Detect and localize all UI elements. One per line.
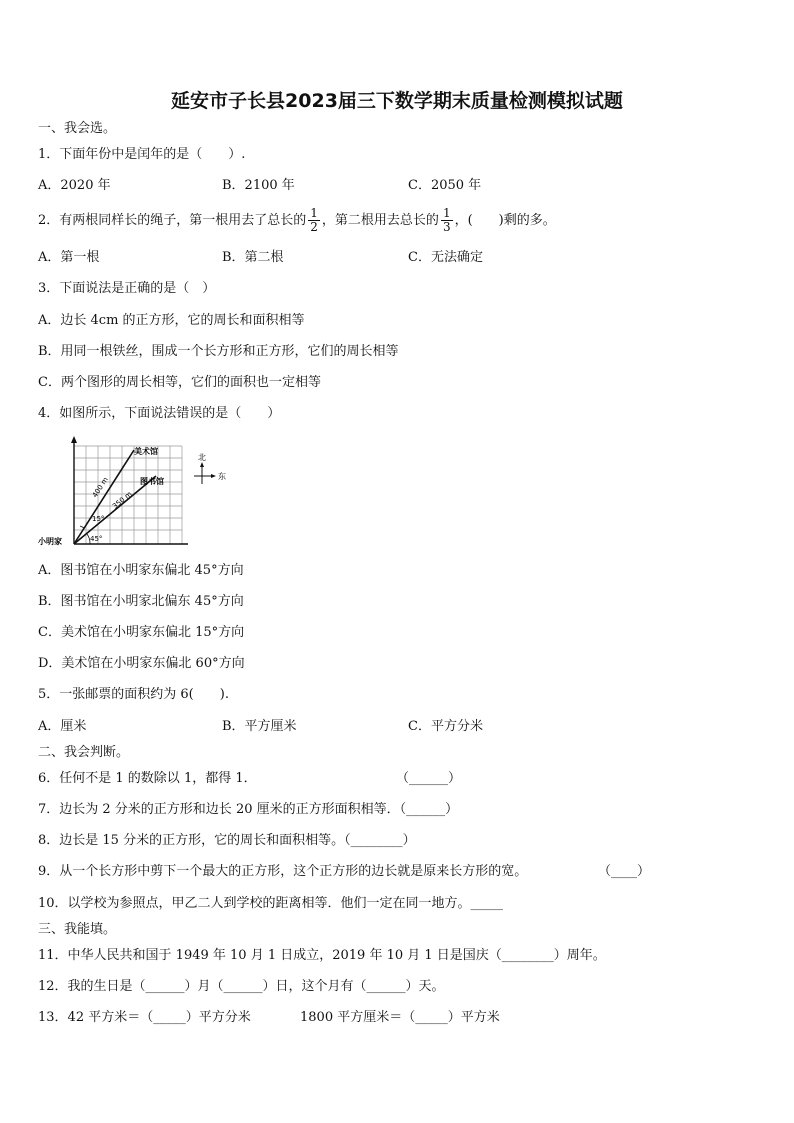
q6-answer-blank[interactable]: （______） <box>396 771 462 786</box>
label-400m: 400 m <box>90 475 110 500</box>
question-6: 6．任何不是 1 的数除以 1，都得 1． <box>38 771 257 786</box>
fraction-one-half: $\frac{1}{2}$ <box>310 206 318 234</box>
q5-option-a[interactable]: A．厘米 <box>38 719 87 734</box>
angle-arc-15 <box>80 526 84 528</box>
q1-option-c[interactable]: C．2050 年 <box>408 178 482 193</box>
axis-arrow-north <box>71 436 77 443</box>
question-9: 9．从一个长方形中剪下一个最大的正方形，这个正方形的边长就是原来长方形的宽。 <box>38 864 528 879</box>
q4-option-a[interactable]: A．图书馆在小明家东偏北 45°方向 <box>38 563 244 578</box>
q2-text-mid: ，第二根用去总长的 <box>321 213 439 228</box>
q9-answer-blank[interactable]: （____） <box>598 864 651 879</box>
section-heading-judge: 二、我会判断。 <box>38 745 130 760</box>
section-heading-fill: 三、我能填。 <box>38 922 117 937</box>
q5-option-c[interactable]: C．平方分米 <box>408 719 483 734</box>
q1-option-b[interactable]: B．2100 年 <box>222 178 295 193</box>
q5-option-b[interactable]: B．平方厘米 <box>222 719 297 734</box>
question-8: 8．边长是 15 分米的正方形，它的周长和面积相等。（________） <box>38 833 416 848</box>
q3-option-b[interactable]: B．用同一根铁丝，围成一个长方形和正方形，它们的周长相等 <box>38 344 399 359</box>
fraction-one-third: $\frac{1}{3}$ <box>442 206 451 234</box>
question-12: 12．我的生日是（______）月（______）日，这个月有（______）天。 <box>38 979 445 994</box>
q4-option-d[interactable]: D．美术馆在小明家东偏北 60°方向 <box>38 656 245 671</box>
direction-map-figure <box>38 436 238 556</box>
question-1: 1．下面年份中是闰年的是（ ）. <box>38 147 246 162</box>
question-10: 10．以学校为参照点，甲乙二人到学校的距离相等．他们一定在同一地方。_____ <box>38 896 504 911</box>
label-15-degrees: 15° <box>92 515 105 523</box>
label-east: 东 <box>218 472 226 481</box>
q4-option-b[interactable]: B．图书馆在小明家北偏东 45°方向 <box>38 594 244 609</box>
q2-text-post: ，( )剩的多。 <box>454 213 556 228</box>
question-5: 5．一张邮票的面积约为 6( ). <box>38 687 229 702</box>
q2-text-pre: 2．有两根同样长的绳子，第一根用去了总长的 <box>38 213 307 228</box>
q2-option-b[interactable]: B．第二根 <box>222 250 284 265</box>
question-13-part-2: 1800 平方厘米＝（_____）平方米 <box>300 1010 500 1025</box>
question-2 <box>38 206 556 236</box>
page-title: 延安市子长县2023届三下数学期末质量检测模拟试题 <box>171 90 623 112</box>
q2-option-c[interactable]: C．无法确定 <box>408 250 483 265</box>
q4-option-c[interactable]: C．美术馆在小明家东偏北 15°方向 <box>38 625 245 640</box>
q2-option-a[interactable]: A．第一根 <box>38 250 100 265</box>
question-13: 13．42 平方米＝（_____）平方分米 <box>38 1010 251 1025</box>
label-home: 小明家 <box>38 537 62 546</box>
compass-icon <box>194 462 216 484</box>
label-art-museum: 美术馆 <box>134 447 158 456</box>
label-library: 图书馆 <box>140 477 164 486</box>
question-11: 11．中华人民共和国于 1949 年 10 月 1 日成立，2019 年 10 月 1 日是国庆（________）周年。 <box>38 948 606 963</box>
q1-option-a[interactable]: A．2020 年 <box>38 178 111 193</box>
label-45-degrees: 45° <box>90 535 103 543</box>
label-north: 北 <box>198 453 206 462</box>
q3-option-c[interactable]: C．两个图形的周长相等，它们的面积也一定相等 <box>38 375 321 390</box>
question-3: 3．下面说法是正确的是（ ） <box>38 281 216 296</box>
section-heading-choice: 一、我会选。 <box>38 121 117 136</box>
label-350m: 350 m <box>111 490 134 511</box>
question-4: 4．如图所示，下面说法错误的是（ ） <box>38 406 281 421</box>
question-7: 7．边长为 2 分米的正方形和边长 20 厘米的正方形面积相等．（______） <box>38 802 459 817</box>
q3-option-a[interactable]: A．边长 4cm 的正方形，它的周长和面积相等 <box>38 313 305 328</box>
